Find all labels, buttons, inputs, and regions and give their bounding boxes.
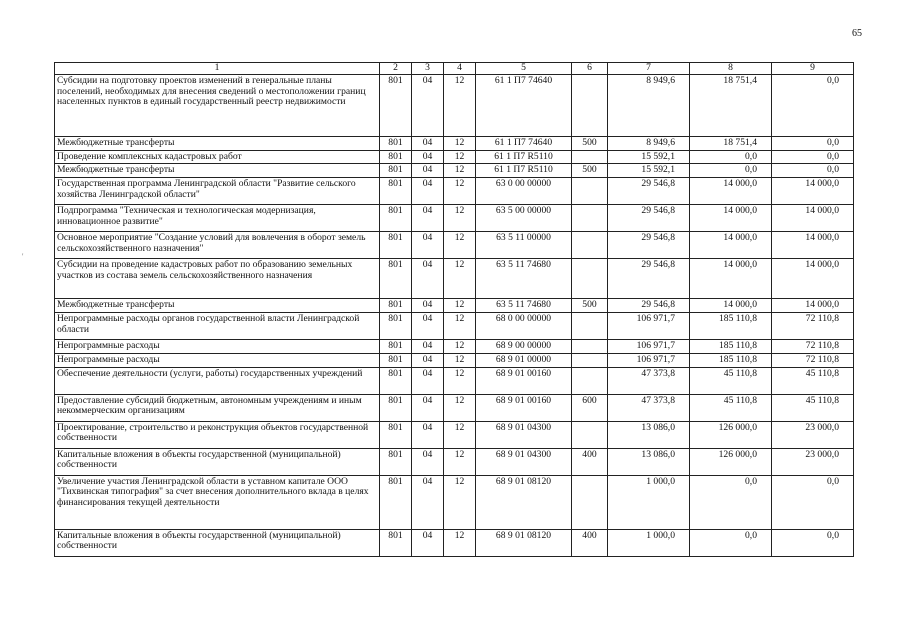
- code-subsection: 12: [444, 448, 476, 475]
- row-name: Проведение комплексных кадастровых работ: [55, 150, 380, 164]
- row-name: Межбюджетные трансферты: [55, 136, 380, 150]
- code-expense-type: 400: [572, 448, 608, 475]
- amount-col7: 15 592,1: [608, 164, 690, 178]
- code-ministry: 801: [380, 421, 412, 448]
- table-row: [55, 312, 854, 339]
- amount-col8: 45 110,8: [690, 394, 772, 421]
- code-target: 68 9 01 08120: [476, 529, 572, 556]
- code-section: 04: [412, 205, 444, 232]
- table-row: [55, 448, 854, 475]
- row-name: Субсидии на проведение кадастровых работ по образованию земельных участков из состава земель сельскохозяйственного назначения: [55, 259, 380, 299]
- table-row: [55, 353, 854, 367]
- code-section: 04: [412, 74, 444, 136]
- code-ministry: 801: [380, 136, 412, 150]
- code-ministry: 801: [380, 205, 412, 232]
- header-cell: 8: [690, 63, 772, 75]
- code-subsection: 12: [444, 367, 476, 394]
- amount-col8: 0,0: [690, 475, 772, 529]
- code-subsection: 12: [444, 205, 476, 232]
- row-name: Непрограммные расходы органов государственной власти Ленинградской области: [55, 312, 380, 339]
- amount-col8: 14 000,0: [690, 259, 772, 299]
- row-name: Межбюджетные трансферты: [55, 299, 380, 313]
- code-subsection: 12: [444, 421, 476, 448]
- amount-col7: 13 086,0: [608, 421, 690, 448]
- code-ministry: 801: [380, 74, 412, 136]
- code-subsection: 12: [444, 74, 476, 136]
- code-target: 68 9 01 00000: [476, 353, 572, 367]
- code-expense-type: 500: [572, 136, 608, 150]
- amount-col8: 185 110,8: [690, 353, 772, 367]
- row-name: Увеличение участия Ленинградской области в уставном капитале ООО "Тихвинская типография" за счет внесения дополнительного вклада в целях финансирования текущей деятельности: [55, 475, 380, 529]
- code-target: 61 1 П7 74640: [476, 74, 572, 136]
- code-subsection: 12: [444, 529, 476, 556]
- code-subsection: 12: [444, 259, 476, 299]
- amount-col8: 14 000,0: [690, 205, 772, 232]
- amount-col9: 45 110,8: [772, 367, 854, 394]
- budget-table: [54, 62, 854, 557]
- amount-col8: 14 000,0: [690, 232, 772, 259]
- code-ministry: 801: [380, 394, 412, 421]
- code-expense-type: 500: [572, 299, 608, 313]
- code-target: 63 5 11 74680: [476, 259, 572, 299]
- code-section: 04: [412, 136, 444, 150]
- code-section: 04: [412, 421, 444, 448]
- row-name: Предоставление субсидий бюджетным, автономным учреждениям и иным некоммерческим организациям: [55, 394, 380, 421]
- code-section: 04: [412, 150, 444, 164]
- code-expense-type: [572, 339, 608, 353]
- code-section: 04: [412, 367, 444, 394]
- code-section: 04: [412, 312, 444, 339]
- code-ministry: 801: [380, 529, 412, 556]
- amount-col9: 0,0: [772, 475, 854, 529]
- amount-col7: 15 592,1: [608, 150, 690, 164]
- code-target: 68 9 01 08120: [476, 475, 572, 529]
- code-expense-type: [572, 205, 608, 232]
- code-ministry: 801: [380, 150, 412, 164]
- row-name: Капитальные вложения в объекты государственной (муниципальной) собственности: [55, 448, 380, 475]
- code-section: 04: [412, 339, 444, 353]
- amount-col7: 47 373,8: [608, 367, 690, 394]
- amount-col9: 0,0: [772, 150, 854, 164]
- code-target: 68 0 00 00000: [476, 312, 572, 339]
- code-subsection: 12: [444, 136, 476, 150]
- code-ministry: 801: [380, 475, 412, 529]
- code-expense-type: 400: [572, 529, 608, 556]
- amount-col9: 72 110,8: [772, 312, 854, 339]
- code-target: 61 1 П7 R5110: [476, 150, 572, 164]
- amount-col9: 0,0: [772, 74, 854, 136]
- code-ministry: 801: [380, 367, 412, 394]
- code-ministry: 801: [380, 259, 412, 299]
- row-name: Государственная программа Ленинградской области "Развитие сельского хозяйства Ленинградской области": [55, 178, 380, 205]
- row-name: Межбюджетные трансферты: [55, 164, 380, 178]
- amount-col9: 0,0: [772, 529, 854, 556]
- amount-col8: 0,0: [690, 150, 772, 164]
- code-ministry: 801: [380, 353, 412, 367]
- code-target: 68 9 01 00160: [476, 367, 572, 394]
- amount-col8: 126 000,0: [690, 421, 772, 448]
- row-name: Обеспечение деятельности (услуги, работы) государственных учреждений: [55, 367, 380, 394]
- row-name: Подпрограмма "Техническая и технологическая модернизация, инновационное развитие": [55, 205, 380, 232]
- amount-col7: 29 546,8: [608, 299, 690, 313]
- header-cell: 6: [572, 63, 608, 75]
- code-ministry: 801: [380, 299, 412, 313]
- amount-col9: 23 000,0: [772, 448, 854, 475]
- amount-col9: 14 000,0: [772, 232, 854, 259]
- table-header-row: [55, 63, 854, 75]
- amount-col7: 29 546,8: [608, 232, 690, 259]
- table-row: [55, 205, 854, 232]
- code-section: 04: [412, 259, 444, 299]
- code-expense-type: [572, 475, 608, 529]
- table-row: [55, 259, 854, 299]
- amount-col9: 14 000,0: [772, 299, 854, 313]
- code-target: 63 5 00 00000: [476, 205, 572, 232]
- code-ministry: 801: [380, 232, 412, 259]
- row-name: Субсидии на подготовку проектов изменений в генеральные планы поселений, необходимых для внесения сведений о местоположении границ населенных пунктов в единый государственный реестр недвижимости: [55, 74, 380, 136]
- code-target: 68 9 01 04300: [476, 448, 572, 475]
- amount-col7: 13 086,0: [608, 448, 690, 475]
- code-target: 63 5 11 00000: [476, 232, 572, 259]
- code-expense-type: [572, 367, 608, 394]
- table-row: [55, 394, 854, 421]
- amount-col8: 0,0: [690, 529, 772, 556]
- code-expense-type: [572, 312, 608, 339]
- code-section: 04: [412, 394, 444, 421]
- row-name: Основное мероприятие "Создание условий для вовлечения в оборот земель сельскохозяйственного назначения": [55, 232, 380, 259]
- header-cell: 7: [608, 63, 690, 75]
- amount-col9: 45 110,8: [772, 394, 854, 421]
- code-ministry: 801: [380, 312, 412, 339]
- code-section: 04: [412, 178, 444, 205]
- table-row: [55, 529, 854, 556]
- amount-col8: 18 751,4: [690, 74, 772, 136]
- amount-col7: 106 971,7: [608, 312, 690, 339]
- table-row: [55, 475, 854, 529]
- code-subsection: 12: [444, 339, 476, 353]
- row-name: Непрограммные расходы: [55, 339, 380, 353]
- amount-col8: 185 110,8: [690, 312, 772, 339]
- amount-col7: 29 546,8: [608, 178, 690, 205]
- amount-col9: 72 110,8: [772, 339, 854, 353]
- code-section: 04: [412, 475, 444, 529]
- amount-col9: 72 110,8: [772, 353, 854, 367]
- code-expense-type: 500: [572, 164, 608, 178]
- table-row: [55, 339, 854, 353]
- code-subsection: 12: [444, 475, 476, 529]
- amount-col8: 0,0: [690, 164, 772, 178]
- table-row: [55, 421, 854, 448]
- code-subsection: 12: [444, 164, 476, 178]
- amount-col7: 29 546,8: [608, 205, 690, 232]
- code-expense-type: [572, 74, 608, 136]
- header-cell: 2: [380, 63, 412, 75]
- table-row: [55, 164, 854, 178]
- amount-col7: 106 971,7: [608, 339, 690, 353]
- code-subsection: 12: [444, 178, 476, 205]
- header-cell: 1: [55, 63, 380, 75]
- code-target: 61 1 П7 R5110: [476, 164, 572, 178]
- amount-col7: 106 971,7: [608, 353, 690, 367]
- code-subsection: 12: [444, 150, 476, 164]
- code-subsection: 12: [444, 394, 476, 421]
- code-section: 04: [412, 353, 444, 367]
- code-target: 63 0 00 00000: [476, 178, 572, 205]
- amount-col8: 185 110,8: [690, 339, 772, 353]
- amount-col8: 14 000,0: [690, 299, 772, 313]
- code-subsection: 12: [444, 353, 476, 367]
- amount-col8: 45 110,8: [690, 367, 772, 394]
- table-row: [55, 178, 854, 205]
- amount-col9: 0,0: [772, 136, 854, 150]
- code-ministry: 801: [380, 164, 412, 178]
- page-number: 65: [852, 28, 862, 39]
- code-section: 04: [412, 299, 444, 313]
- table-row: [55, 150, 854, 164]
- code-section: 04: [412, 164, 444, 178]
- header-cell: 5: [476, 63, 572, 75]
- code-target: 68 9 01 04300: [476, 421, 572, 448]
- code-ministry: 801: [380, 339, 412, 353]
- amount-col8: 14 000,0: [690, 178, 772, 205]
- row-name: Непрограммные расходы: [55, 353, 380, 367]
- amount-col8: 18 751,4: [690, 136, 772, 150]
- code-ministry: 801: [380, 448, 412, 475]
- code-subsection: 12: [444, 299, 476, 313]
- amount-col7: 1 000,0: [608, 529, 690, 556]
- code-target: 61 1 П7 74640: [476, 136, 572, 150]
- table-row: [55, 299, 854, 313]
- table-row: [55, 232, 854, 259]
- code-expense-type: [572, 421, 608, 448]
- amount-col9: 14 000,0: [772, 205, 854, 232]
- table-row: [55, 74, 854, 136]
- amount-col7: 8 949,6: [608, 136, 690, 150]
- code-target: 68 9 00 00000: [476, 339, 572, 353]
- code-expense-type: [572, 353, 608, 367]
- code-target: 63 5 11 74680: [476, 299, 572, 313]
- amount-col9: 14 000,0: [772, 259, 854, 299]
- row-name: Проектирование, строительство и реконструкция объектов государственной собственности: [55, 421, 380, 448]
- amount-col7: 29 546,8: [608, 259, 690, 299]
- amount-col9: 0,0: [772, 164, 854, 178]
- amount-col9: 23 000,0: [772, 421, 854, 448]
- row-name: Капитальные вложения в объекты государственной (муниципальной) собственности: [55, 529, 380, 556]
- code-expense-type: [572, 259, 608, 299]
- amount-col7: 8 949,6: [608, 74, 690, 136]
- code-expense-type: 600: [572, 394, 608, 421]
- amount-col7: 1 000,0: [608, 475, 690, 529]
- code-ministry: 801: [380, 178, 412, 205]
- amount-col9: 14 000,0: [772, 178, 854, 205]
- code-section: 04: [412, 448, 444, 475]
- code-expense-type: [572, 150, 608, 164]
- table-row: [55, 367, 854, 394]
- code-target: 68 9 01 00160: [476, 394, 572, 421]
- code-expense-type: [572, 178, 608, 205]
- header-cell: 4: [444, 63, 476, 75]
- header-cell: 3: [412, 63, 444, 75]
- code-subsection: 12: [444, 312, 476, 339]
- code-section: 04: [412, 529, 444, 556]
- code-section: 04: [412, 232, 444, 259]
- amount-col8: 126 000,0: [690, 448, 772, 475]
- margin-mark: ': [22, 252, 24, 261]
- header-cell: 9: [772, 63, 854, 75]
- table-row: [55, 136, 854, 150]
- code-expense-type: [572, 232, 608, 259]
- amount-col7: 47 373,8: [608, 394, 690, 421]
- code-subsection: 12: [444, 232, 476, 259]
